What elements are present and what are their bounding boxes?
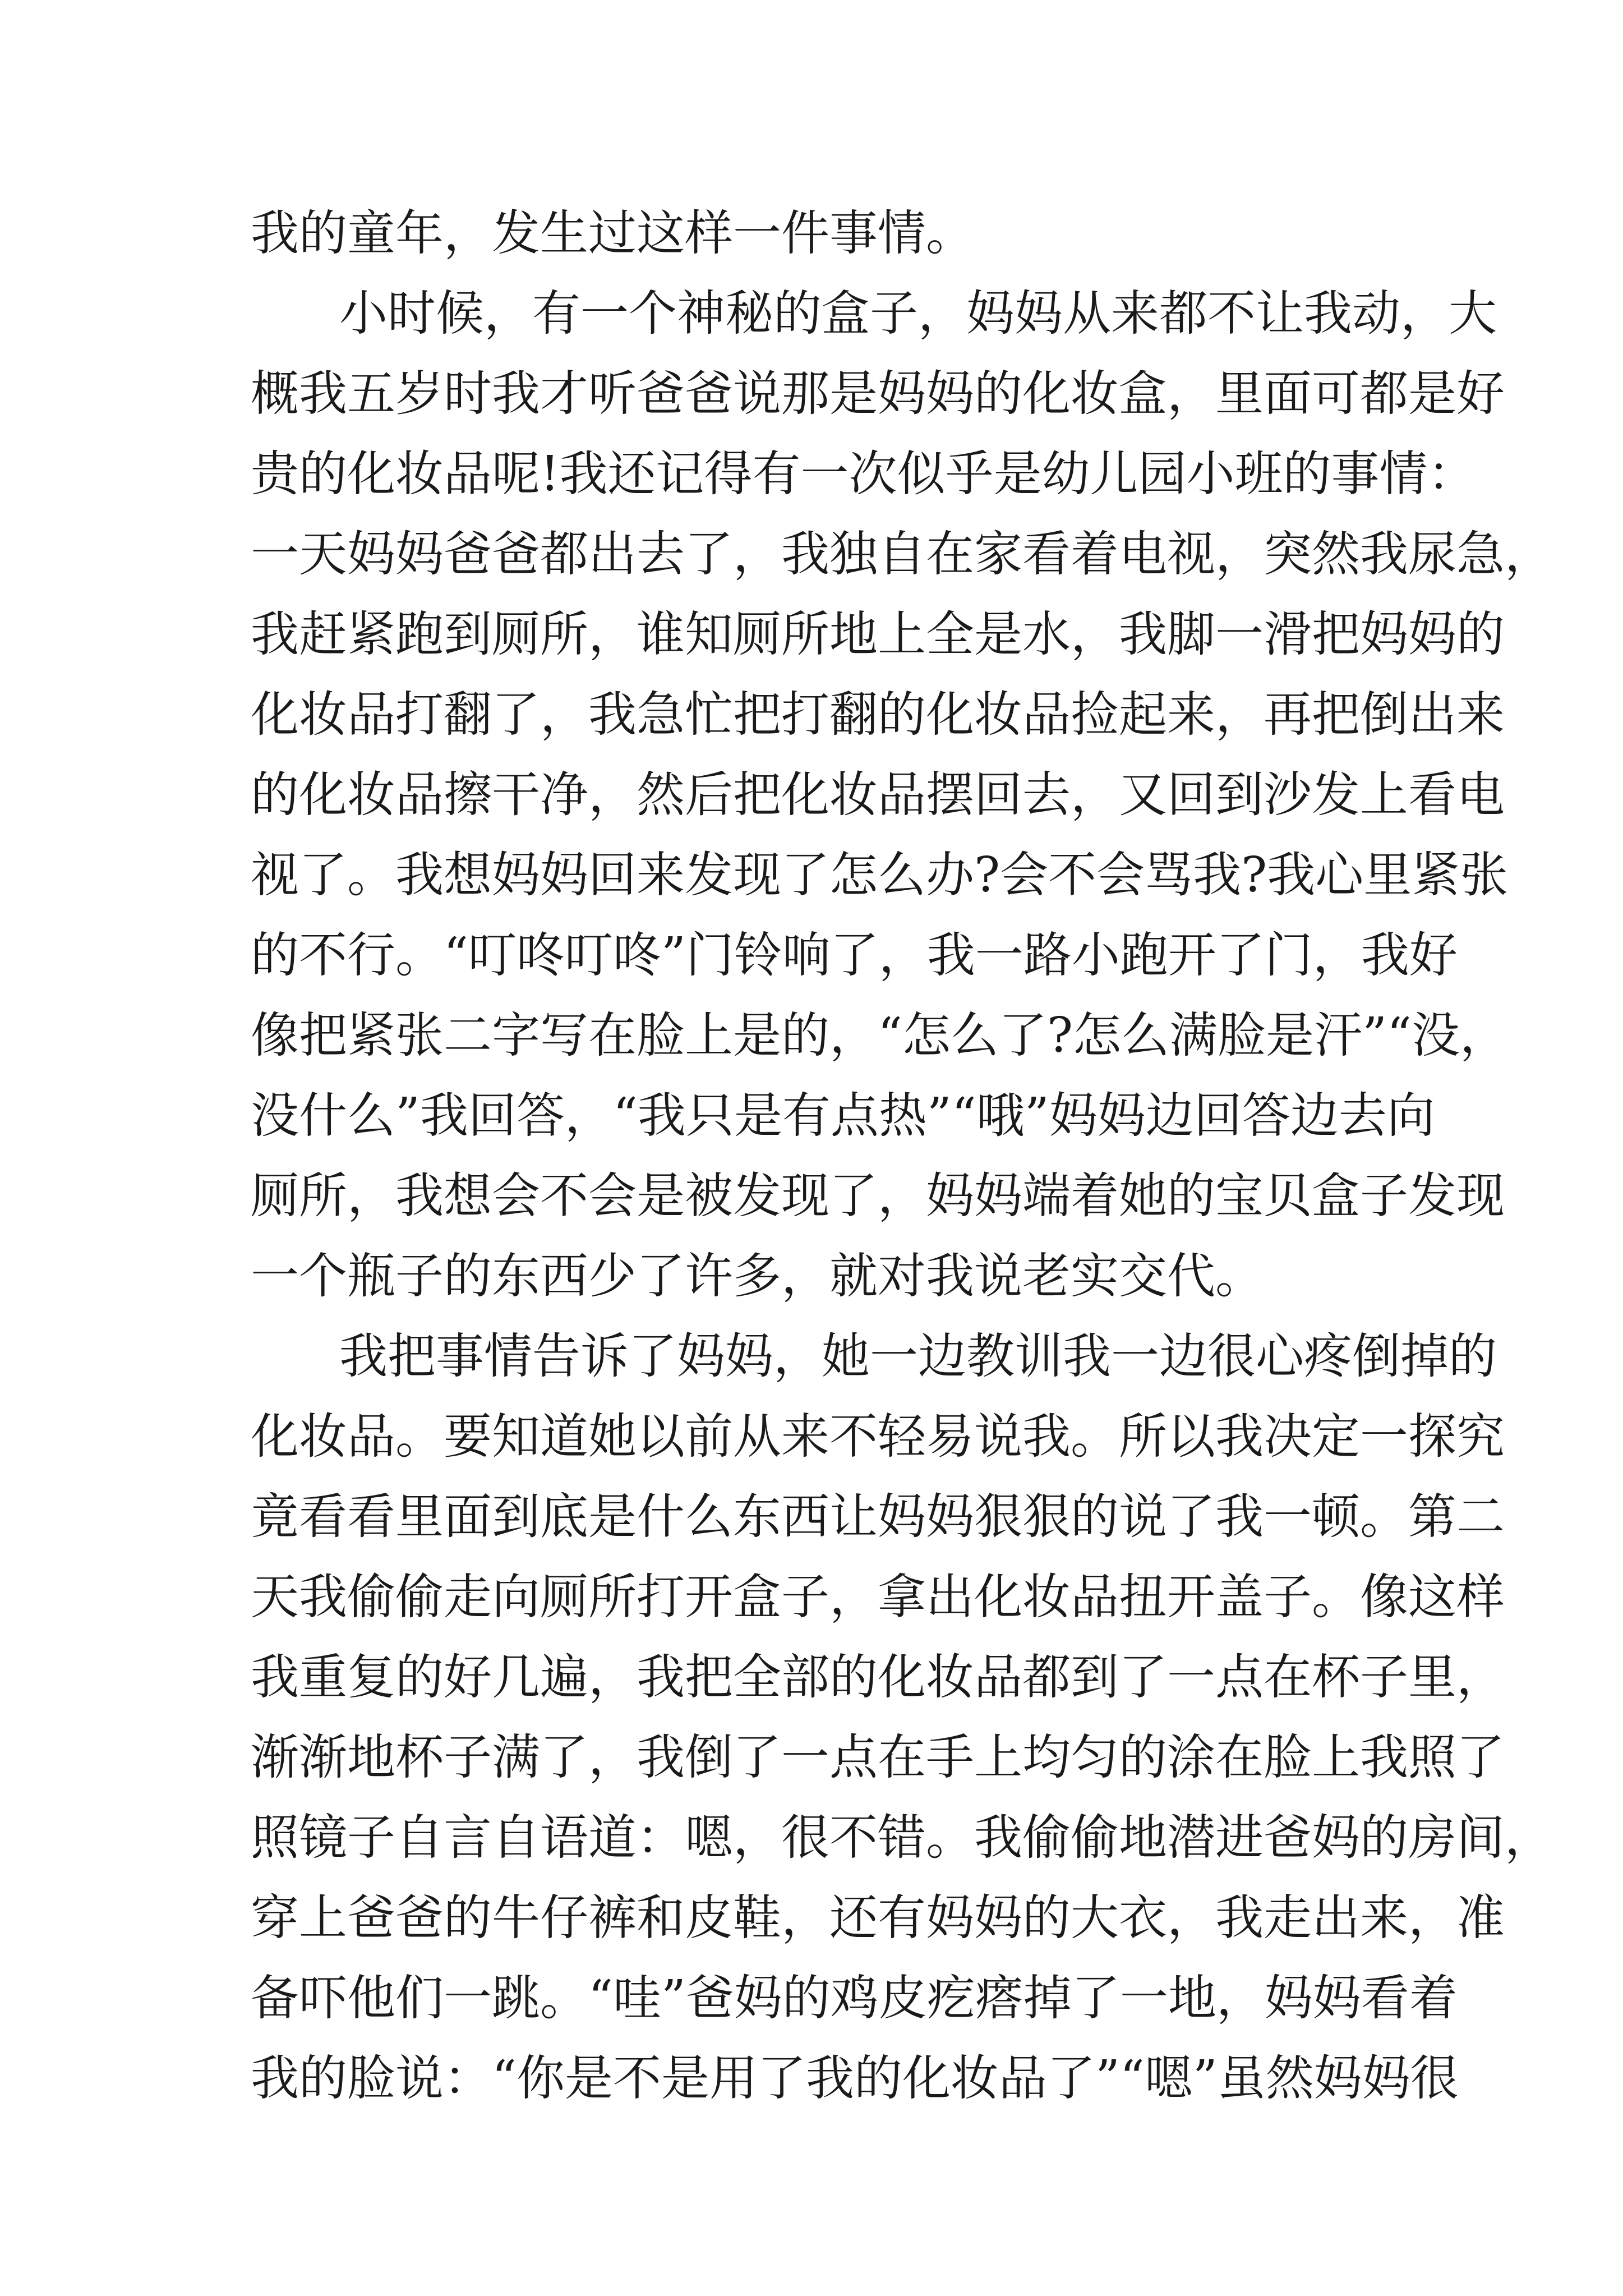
text-line: 照镜子自言自语道：嗯，很不错。我偷偷地潜进爸妈的房间，: [251, 1810, 1553, 1866]
text-line: 备吓他们一跳。“哇”爸妈的鸡皮疙瘩掉了一地，妈妈看着: [251, 1970, 1458, 2026]
paragraph-first-line: 我把事情告诉了妈妈，她一边教训我一边很心疼倒掉的: [339, 1328, 1497, 1384]
text-line: 我的童年，发生过这样一件事情。: [251, 205, 974, 261]
text-line: 没什么”我回答，“我只是有点热”“哦”妈妈边回答边去向: [251, 1088, 1435, 1144]
text-line: 贵的化妆品呢!我还记得有一次似乎是幼儿园小班的事情：: [251, 446, 1476, 502]
text-line: 天我偷偷走向厕所打开盒子，拿出化妆品扭开盖子。像这样: [251, 1569, 1505, 1625]
text-line: 的不行。“叮咚叮咚”门铃响了，我一路小跑开了门，我好: [251, 927, 1458, 983]
paragraph-first-line: 小时候，有一个神秘的盒子，妈妈从来都不让我动，大: [339, 286, 1497, 342]
text-line: 化妆品。要知道她以前从来不轻易说我。所以我决定一探究: [251, 1409, 1505, 1465]
text-line: 像把紧张二字写在脸上是的，“怎么了?怎么满脸是汗”“没，: [251, 1007, 1509, 1064]
text-line: 概我五岁时我才听爸爸说那是妈妈的化妆盒，里面可都是好: [251, 366, 1505, 422]
document-body: [251, 194, 1553, 2119]
text-line: 我重复的好几遍，我把全部的化妆品都到了一点在杯子里，: [251, 1649, 1505, 1705]
text-line: 我的脸说：“你是不是用了我的化妆品了”“嗯”虽然妈妈很: [251, 2050, 1459, 2106]
text-line: 的化妆品擦干净，然后把化妆品摆回去，又回到沙发上看电: [251, 767, 1505, 823]
text-line: 竟看看里面到底是什么东西让妈妈狠狠的说了我一顿。第二: [251, 1489, 1505, 1545]
text-line: 穿上爸爸的牛仔裤和皮鞋，还有妈妈的大衣，我走出来，准: [251, 1890, 1505, 1946]
text-line: 厕所，我想会不会是被发现了，妈妈端着她的宝贝盒子发现: [251, 1168, 1505, 1224]
text-line: 一个瓶子的东西少了许多，就对我说老实交代。: [251, 1248, 1264, 1304]
text-line: 一天妈妈爸爸都出去了，我独自在家看着电视，突然我尿急，: [251, 526, 1553, 582]
text-line: 视了。我想妈妈回来发现了怎么办?会不会骂我?我心里紧张: [251, 847, 1509, 903]
text-line: 渐渐地杯子满了，我倒了一点在手上均匀的涂在脸上我照了: [251, 1729, 1505, 1786]
text-line: 我赶紧跑到厕所，谁知厕所地上全是水，我脚一滑把妈妈的: [251, 606, 1505, 662]
text-line: 化妆品打翻了，我急忙把打翻的化妆品捡起来，再把倒出来: [251, 687, 1505, 743]
